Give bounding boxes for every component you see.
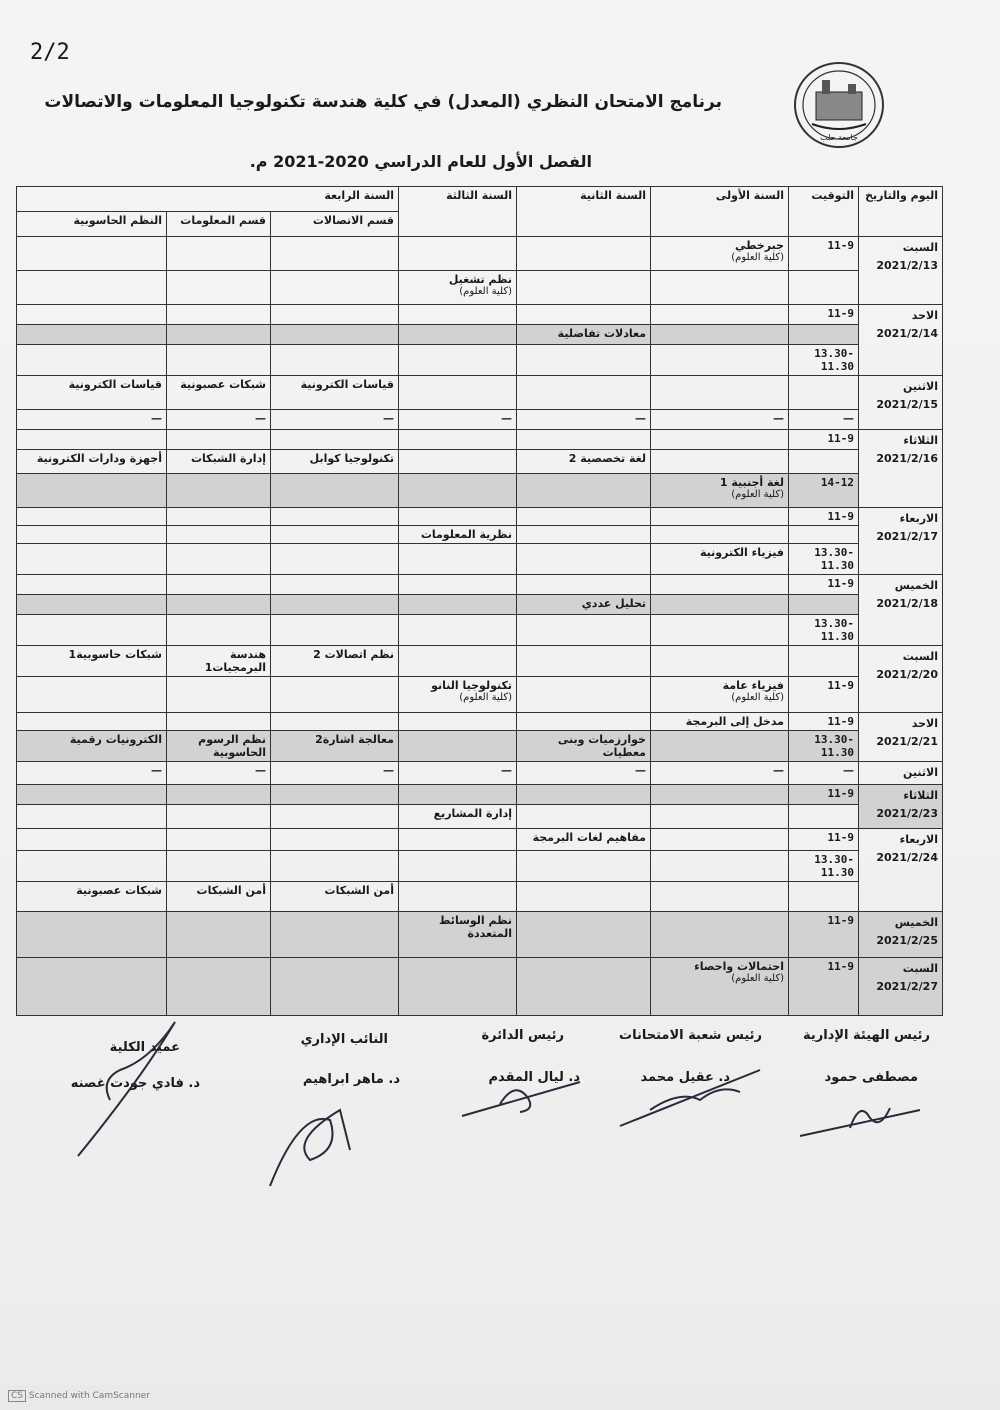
- sys-cell: [17, 713, 167, 731]
- year1-cell: [651, 575, 789, 595]
- header-year2: السنة الثانية: [517, 187, 651, 237]
- sys-cell: [17, 785, 167, 805]
- table-row: [17, 762, 943, 785]
- year2-cell: [517, 785, 651, 805]
- year1-cell: [651, 805, 789, 829]
- header-time: التوقيت: [789, 187, 859, 237]
- comm-cell: [271, 305, 399, 325]
- year3-cell: [399, 237, 517, 271]
- info-cell: [167, 271, 271, 305]
- time-cell: [789, 805, 859, 829]
- info-cell: [167, 677, 271, 713]
- date-cell: الاثنين: [859, 762, 943, 785]
- table-row: [17, 595, 943, 615]
- year3-cell: [399, 376, 517, 410]
- time-cell: 11-9: [789, 958, 859, 1016]
- page-number: 2/2: [30, 40, 70, 65]
- table-row: [17, 410, 943, 430]
- year2-cell: [517, 508, 651, 526]
- date-cell: الاثنين 2021/2/15: [859, 376, 943, 430]
- year3-cell: [399, 305, 517, 325]
- table-row: [17, 805, 943, 829]
- signature-title-exams: رئيس شعبة الامتحانات: [619, 1028, 762, 1043]
- sys-cell: أجهزة ودارات الكترونية: [17, 450, 167, 474]
- signature-name-exams: د. عقيل محمد: [640, 1070, 730, 1085]
- year2-cell: [517, 805, 651, 829]
- year3-cell: [399, 646, 517, 677]
- year1-cell: [651, 271, 789, 305]
- sys-cell: [17, 851, 167, 882]
- sys-cell: [17, 615, 167, 646]
- time-cell: 11-9: [789, 237, 859, 271]
- comm-cell: قياسات الكترونية: [271, 376, 399, 410]
- sys-cell: [17, 526, 167, 544]
- header-comm: قسم الاتصالات: [271, 212, 399, 237]
- sys-cell: قياسات الكترونية: [17, 376, 167, 410]
- comm-cell: [271, 325, 399, 345]
- table-row: [17, 646, 943, 677]
- year1-cell: [651, 508, 789, 526]
- year3-cell: —: [399, 410, 517, 430]
- time-cell: 13.30-11.30: [789, 544, 859, 575]
- comm-cell: [271, 237, 399, 271]
- date-cell: الخميس 2021/2/18: [859, 575, 943, 646]
- info-cell: [167, 615, 271, 646]
- signature-title-department: رئيس الدائرة: [481, 1028, 564, 1043]
- year2-cell: خوارزميات وبنى معطيات: [517, 731, 651, 762]
- year3-cell: [399, 595, 517, 615]
- signature-name-department: د. ليال المقدم: [488, 1070, 580, 1085]
- table-row: [17, 829, 943, 851]
- year3-cell: [399, 731, 517, 762]
- sys-cell: [17, 595, 167, 615]
- year3-cell: —: [399, 762, 517, 785]
- table-row: [17, 376, 943, 410]
- table-row: [17, 912, 943, 958]
- comm-cell: [271, 912, 399, 958]
- sys-cell: [17, 430, 167, 450]
- year3-cell: [399, 785, 517, 805]
- year2-cell: [517, 544, 651, 575]
- scanner-text: Scanned with CamScanner: [28, 1391, 150, 1401]
- year2-cell: [517, 646, 651, 677]
- info-cell: إدارة الشبكات: [167, 450, 271, 474]
- time-cell: 11-9: [789, 713, 859, 731]
- sys-cell: [17, 677, 167, 713]
- info-cell: [167, 785, 271, 805]
- comm-cell: [271, 785, 399, 805]
- sys-cell: الكترونيات رقمية: [17, 731, 167, 762]
- year1-cell: [651, 646, 789, 677]
- info-cell: [167, 912, 271, 958]
- sys-cell: [17, 237, 167, 271]
- year2-cell: [517, 526, 651, 544]
- year1-cell: [651, 731, 789, 762]
- year1-cell: فيزياء عامة (كلية العلوم): [651, 677, 789, 713]
- scanner-badge-icon: CS: [8, 1390, 26, 1402]
- info-cell: [167, 345, 271, 376]
- time-cell: [789, 325, 859, 345]
- year1-cell: [651, 785, 789, 805]
- year2-cell: [517, 376, 651, 410]
- date-cell: الثلاثاء 2021/2/23: [859, 785, 943, 829]
- year3-cell: نظم الوسائط المتعددة: [399, 912, 517, 958]
- table-row: [17, 305, 943, 325]
- year2-cell: —: [517, 410, 651, 430]
- year3-cell: [399, 851, 517, 882]
- year2-cell: تحليل عددي: [517, 595, 651, 615]
- signature-title-deputy: النائب الإداري: [300, 1032, 388, 1047]
- year1-cell: جبرخطي (كلية العلوم): [651, 237, 789, 271]
- year3-cell: [399, 450, 517, 474]
- table-row: [17, 237, 943, 271]
- sys-cell: [17, 575, 167, 595]
- time-cell: [789, 526, 859, 544]
- info-cell: [167, 575, 271, 595]
- signature-name-deputy: د. ماهر ابراهيم: [302, 1072, 400, 1087]
- comm-cell: [271, 595, 399, 615]
- year2-cell: [517, 474, 651, 508]
- info-cell: أمن الشبكات: [167, 882, 271, 912]
- sys-cell: شبكات حاسوبية1: [17, 646, 167, 677]
- sys-cell: —: [17, 410, 167, 430]
- document-subtitle: الفصل الأول للعام الدراسي 2020-2021 م.: [249, 152, 592, 171]
- table-row: [17, 271, 943, 305]
- header-date: اليوم والتاريخ: [859, 187, 943, 237]
- table-row: [17, 882, 943, 912]
- year1-cell: [651, 882, 789, 912]
- comm-cell: [271, 805, 399, 829]
- info-cell: [167, 325, 271, 345]
- time-cell: 11-9: [789, 305, 859, 325]
- year2-cell: [517, 677, 651, 713]
- time-cell: 13.30-11.30: [789, 731, 859, 762]
- date-cell: الخميس 2021/2/25: [859, 912, 943, 958]
- table-row: [17, 575, 943, 595]
- date-cell: السبت 2021/2/27: [859, 958, 943, 1016]
- year3-cell: [399, 430, 517, 450]
- table-row: [17, 544, 943, 575]
- info-cell: [167, 805, 271, 829]
- date-cell: الثلاثاء 2021/2/16: [859, 430, 943, 508]
- date-cell: السبت 2021/2/20: [859, 646, 943, 713]
- time-cell: 13.30-11.30: [789, 851, 859, 882]
- year3-cell: [399, 474, 517, 508]
- document-title: برنامج الامتحان النظري (المعدل) في كلية هندسة تكنولوجيا المعلومات والاتصالات: [44, 92, 722, 112]
- sys-cell: [17, 508, 167, 526]
- table-row: [17, 615, 943, 646]
- sys-cell: [17, 912, 167, 958]
- comm-cell: معالجة اشارة2: [271, 731, 399, 762]
- table-row: [17, 713, 943, 731]
- time-cell: —: [789, 762, 859, 785]
- signature-name-admin: مصطفى حمود: [824, 1070, 918, 1085]
- year3-cell: نظرية المعلومات: [399, 526, 517, 544]
- table-row: [17, 731, 943, 762]
- header-year4: السنة الرابعة: [17, 187, 399, 212]
- sys-cell: —: [17, 762, 167, 785]
- sys-cell: [17, 325, 167, 345]
- comm-cell: نظم اتصالات 2: [271, 646, 399, 677]
- comm-cell: [271, 430, 399, 450]
- year2-cell: [517, 430, 651, 450]
- table-row: [17, 677, 943, 713]
- exam-schedule-table: [16, 186, 943, 1016]
- year2-cell: [517, 912, 651, 958]
- year1-cell: [651, 595, 789, 615]
- comm-cell: أمن الشبكات: [271, 882, 399, 912]
- logo-text: جامعة حلب: [820, 133, 858, 142]
- header-year1: السنة الأولى: [651, 187, 789, 237]
- header-year3: السنة الثالثة: [399, 187, 517, 237]
- year1-cell: [651, 345, 789, 376]
- time-cell: [789, 646, 859, 677]
- comm-cell: —: [271, 410, 399, 430]
- info-cell: [167, 595, 271, 615]
- date-cell: الاربعاء 2021/2/24: [859, 829, 943, 912]
- year2-cell: [517, 305, 651, 325]
- info-cell: شبكات عصبونية: [167, 376, 271, 410]
- table-row: [17, 474, 943, 508]
- sys-cell: [17, 305, 167, 325]
- year3-cell: [399, 575, 517, 595]
- info-cell: [167, 713, 271, 731]
- comm-cell: [271, 851, 399, 882]
- sys-cell: شبكات عصبونية: [17, 882, 167, 912]
- sys-cell: [17, 271, 167, 305]
- time-cell: 11-9: [789, 912, 859, 958]
- signature-title-dean: عميد الكلية: [109, 1040, 180, 1055]
- year3-cell: نظم تشغيل (كلية العلوم): [399, 271, 517, 305]
- year1-cell: [651, 430, 789, 450]
- comm-cell: [271, 829, 399, 851]
- handwritten-signatures-icon: [0, 1000, 1000, 1200]
- signature-name-dean: د. فادي جودت غصنه: [70, 1076, 200, 1091]
- info-cell: [167, 474, 271, 508]
- sys-cell: [17, 805, 167, 829]
- time-cell: [789, 376, 859, 410]
- year1-cell: مدخل إلى البرمجة: [651, 713, 789, 731]
- comm-cell: [271, 713, 399, 731]
- year3-cell: [399, 713, 517, 731]
- table-row: [17, 450, 943, 474]
- comm-cell: [271, 677, 399, 713]
- year2-cell: لغة تخصصية 2: [517, 450, 651, 474]
- comm-cell: —: [271, 762, 399, 785]
- time-cell: 14-12: [789, 474, 859, 508]
- table-row: [17, 526, 943, 544]
- info-cell: [167, 544, 271, 575]
- year1-cell: —: [651, 762, 789, 785]
- time-cell: 11-9: [789, 508, 859, 526]
- comm-cell: [271, 526, 399, 544]
- table-row: [17, 508, 943, 526]
- year2-cell: [517, 713, 651, 731]
- signature-title-admin: رئيس الهيئة الإدارية: [802, 1028, 930, 1043]
- year1-cell: لغة أجنبية 1 (كلية العلوم): [651, 474, 789, 508]
- info-cell: [167, 237, 271, 271]
- year1-cell: [651, 829, 789, 851]
- time-cell: 11-9: [789, 575, 859, 595]
- date-cell: السبت 2021/2/13: [859, 237, 943, 305]
- date-cell: الاحد 2021/2/21: [859, 713, 943, 762]
- table-row: [17, 325, 943, 345]
- time-cell: 11-9: [789, 785, 859, 805]
- sys-cell: [17, 474, 167, 508]
- year3-cell: [399, 325, 517, 345]
- comm-cell: تكنولوجيا كوابل: [271, 450, 399, 474]
- year2-cell: [517, 615, 651, 646]
- comm-cell: [271, 474, 399, 508]
- year1-cell: [651, 305, 789, 325]
- comm-cell: [271, 615, 399, 646]
- info-cell: [167, 526, 271, 544]
- comm-cell: [271, 271, 399, 305]
- comm-cell: [271, 575, 399, 595]
- year2-cell: معادلات تفاضلية: [517, 325, 651, 345]
- year3-cell: [399, 882, 517, 912]
- info-cell: [167, 508, 271, 526]
- time-cell: [789, 595, 859, 615]
- year3-cell: [399, 345, 517, 376]
- year1-cell: [651, 325, 789, 345]
- time-cell: —: [789, 410, 859, 430]
- comm-cell: [271, 544, 399, 575]
- year2-cell: [517, 851, 651, 882]
- year1-cell: [651, 851, 789, 882]
- sys-cell: [17, 345, 167, 376]
- info-cell: [167, 829, 271, 851]
- year1-cell: [651, 912, 789, 958]
- comm-cell: [271, 345, 399, 376]
- year3-cell: [399, 829, 517, 851]
- info-cell: —: [167, 762, 271, 785]
- year1-cell: —: [651, 410, 789, 430]
- year2-cell: [517, 237, 651, 271]
- info-cell: [167, 430, 271, 450]
- time-cell: 11-9: [789, 430, 859, 450]
- university-seal-icon: [792, 58, 886, 152]
- year1-cell: [651, 526, 789, 544]
- year3-cell: إدارة المشاريع: [399, 805, 517, 829]
- info-cell: [167, 851, 271, 882]
- year3-cell: [399, 615, 517, 646]
- header-row-1: [17, 187, 943, 212]
- info-cell: [167, 305, 271, 325]
- year1-cell: [651, 615, 789, 646]
- year1-cell: [651, 376, 789, 410]
- time-cell: [789, 271, 859, 305]
- year1-cell: احتمالات واحصاء (كلية العلوم): [651, 958, 789, 1016]
- table-row: [17, 430, 943, 450]
- header-info: قسم المعلومات: [167, 212, 271, 237]
- year2-cell: —: [517, 762, 651, 785]
- date-cell: الاحد 2021/2/14: [859, 305, 943, 376]
- year3-cell: [399, 508, 517, 526]
- table-row: [17, 785, 943, 805]
- time-cell: 13.30-11.30: [789, 615, 859, 646]
- comm-cell: [271, 508, 399, 526]
- year2-cell: [517, 345, 651, 376]
- table-row: [17, 345, 943, 376]
- date-cell: الاربعاء 2021/2/17: [859, 508, 943, 575]
- info-cell: نظم الرسوم الحاسوبية: [167, 731, 271, 762]
- time-cell: [789, 882, 859, 912]
- sys-cell: [17, 829, 167, 851]
- header-sys: النظم الحاسوبية: [17, 212, 167, 237]
- year2-cell: [517, 882, 651, 912]
- table-row: [17, 851, 943, 882]
- scanner-watermark: [4, 1390, 150, 1402]
- year1-cell: [651, 450, 789, 474]
- time-cell: [789, 450, 859, 474]
- year3-cell: تكنولوجيا النانو (كلية العلوم): [399, 677, 517, 713]
- year3-cell: [399, 544, 517, 575]
- year2-cell: [517, 271, 651, 305]
- year2-cell: [517, 575, 651, 595]
- time-cell: 13.30-11.30: [789, 345, 859, 376]
- year1-cell: فيزياء الكترونية: [651, 544, 789, 575]
- year2-cell: مفاهيم لغات البرمجة: [517, 829, 651, 851]
- info-cell: هندسة البرمجيات1: [167, 646, 271, 677]
- sys-cell: [17, 544, 167, 575]
- info-cell: —: [167, 410, 271, 430]
- time-cell: 11-9: [789, 677, 859, 713]
- time-cell: 11-9: [789, 829, 859, 851]
